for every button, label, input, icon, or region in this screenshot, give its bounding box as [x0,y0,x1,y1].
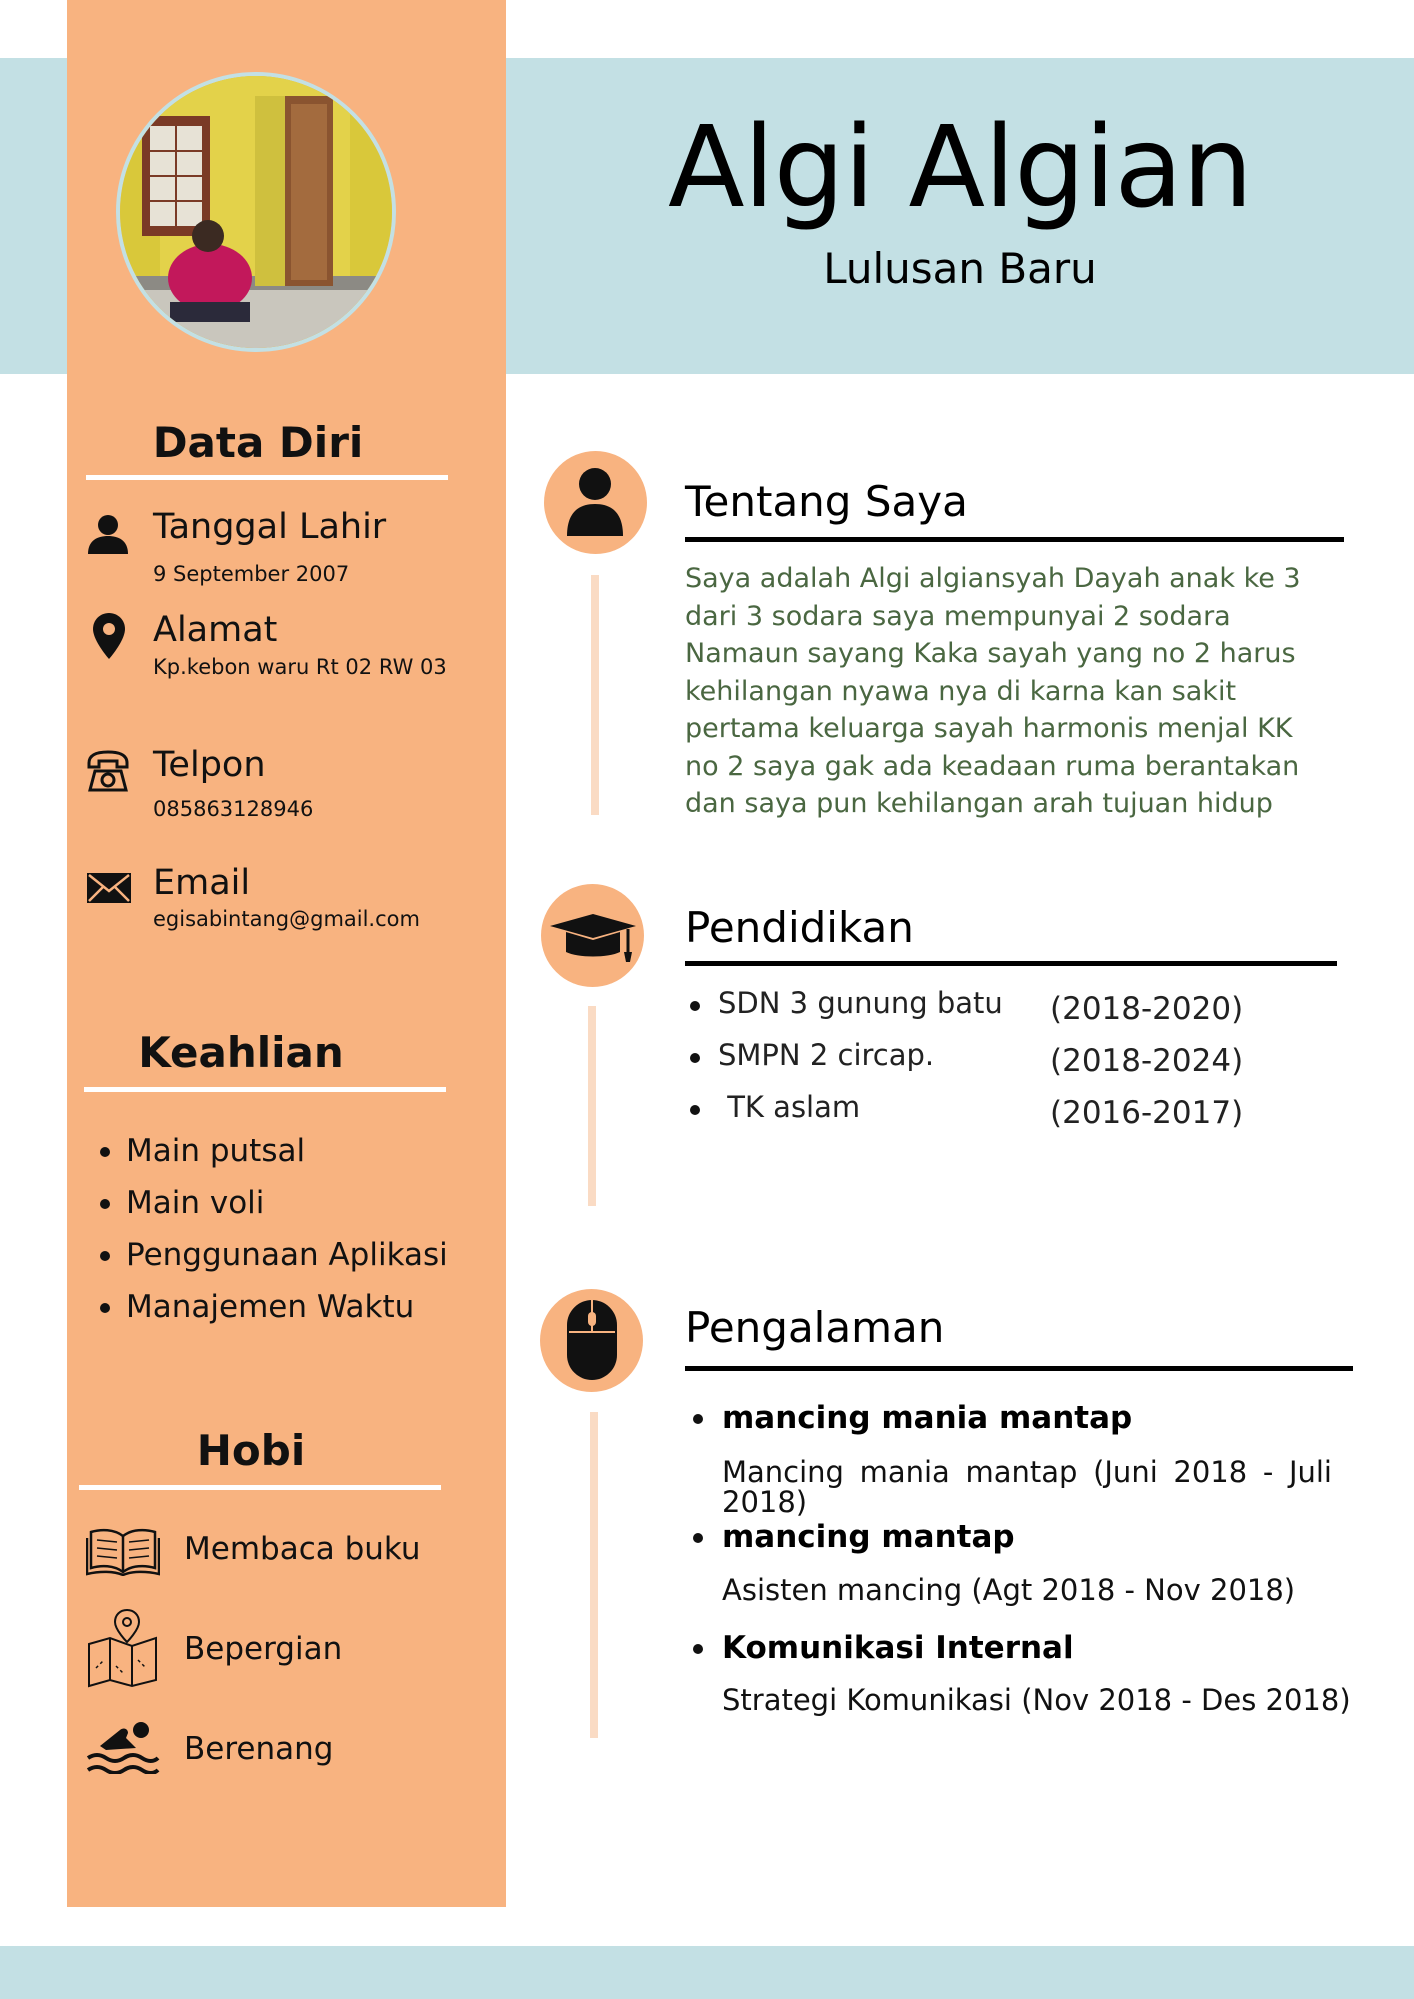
tanggal-lahir-value: 9 September 2007 [153,562,350,586]
computer-mouse-icon [565,1298,619,1382]
bullet-dot [690,1001,700,1011]
pendidikan-school: TK aslam [718,1090,861,1124]
keahlian-item: Penggunaan Aplikasi [98,1229,478,1281]
tentang-line: Namaun sayang Kaka sayah yang no 2 harus [685,638,1296,669]
swimmer-icon [86,1716,160,1774]
data-diri-heading: Data Diri [152,418,364,467]
alamat-value: Kp.kebon waru Rt 02 RW 03 [153,655,447,679]
bullet-dot [693,1644,703,1654]
pendidikan-years: (2018-2020) [1050,991,1244,1027]
tentang-heading: Tentang Saya [685,477,968,526]
hobi-heading: Hobi [196,1426,306,1475]
bullet-dot [690,1105,700,1115]
hobi-label: Membaca buku [184,1531,421,1567]
tentang-paragraph [685,560,1335,823]
envelope-icon [86,872,132,904]
map-icon [86,1608,160,1688]
pendidikan-item [690,1090,1350,1130]
pendidikan-item [690,1038,1350,1078]
tentang-rule [685,537,1344,542]
email-label: Email [153,863,251,903]
timeline-line [590,1412,598,1738]
hobi-rule [79,1485,441,1490]
tentang-line: Saya adalah Algi algiansyah Dayah anak ke 3 [685,563,1301,594]
keahlian-heading: Keahlian [138,1028,344,1077]
keahlian-rule [84,1087,446,1092]
email-value: egisabintang@gmail.com [153,907,420,931]
hobi-label: Bepergian [184,1631,343,1667]
person-icon [86,512,130,556]
telephone-icon [86,749,130,793]
tentang-line: no 2 saya gak ada keadaan ruma berantakan [685,750,1300,782]
alamat-label: Alamat [153,610,278,650]
keahlian-item: Main putsal [98,1125,478,1177]
pengalaman-title: Komunikasi Internal [722,1630,1074,1666]
telpon-label: Telpon [153,745,266,785]
hobi-label: Berenang [184,1731,334,1767]
tentang-line: dan saya pun kehilangan arah tujuan hidup [685,788,1273,819]
keahlian-list [98,1125,478,1333]
tentang-line: dari 3 sodara saya mempunyai 2 sodara [685,600,1231,632]
graduation-cap-icon [548,912,638,964]
keahlian-item: Manajemen Waktu [98,1281,478,1333]
pengalaman-heading: Pengalaman [685,1303,945,1352]
pengalaman-desc: Strategi Komunikasi (Nov 2018 - Des 2018) [722,1683,1351,1717]
tentang-line: kehilangan nyawa nya di karna kan sakit [685,675,1237,707]
candidate-name: Algi Algian [667,103,1253,233]
location-pin-icon [92,612,126,660]
tentang-line: pertama keluarga sayah harmonis menjal KK [685,713,1293,744]
pendidikan-school: SDN 3 gunung batu [718,986,1003,1020]
pengalaman-title: mancing mantap [722,1519,1015,1555]
pendidikan-years: (2018-2024) [1050,1043,1244,1079]
keahlian-item: Main voli [98,1177,478,1229]
open-book-icon [86,1526,160,1576]
footer-band [0,1946,1414,1999]
profile-photo-image [120,76,392,348]
candidate-subtitle: Lulusan Baru [823,244,1097,293]
bullet-dot [693,1414,703,1424]
pendidikan-school: SMPN 2 circap. [718,1038,935,1072]
telpon-value: 085863128946 [153,797,314,821]
pengalaman-desc: Mancing mania mantap (Juni 2018 - Juli 2018) [722,1455,1332,1520]
pengalaman-rule [685,1366,1353,1371]
timeline-line [591,575,599,815]
bullet-dot [690,1053,700,1063]
pendidikan-item [690,986,1350,1026]
pendidikan-rule [685,961,1337,966]
pengalaman-title: mancing mania mantap [722,1400,1133,1436]
data-diri-rule [86,475,448,480]
pendidikan-years: (2016-2017) [1050,1095,1244,1131]
profile-photo [116,72,396,352]
pengalaman-desc: Asisten mancing (Agt 2018 - Nov 2018) [722,1573,1296,1607]
bullet-dot [693,1533,703,1543]
person-icon [565,466,625,538]
pendidikan-heading: Pendidikan [685,903,914,952]
tanggal-lahir-label: Tanggal Lahir [153,507,387,547]
timeline-line [588,1006,596,1206]
